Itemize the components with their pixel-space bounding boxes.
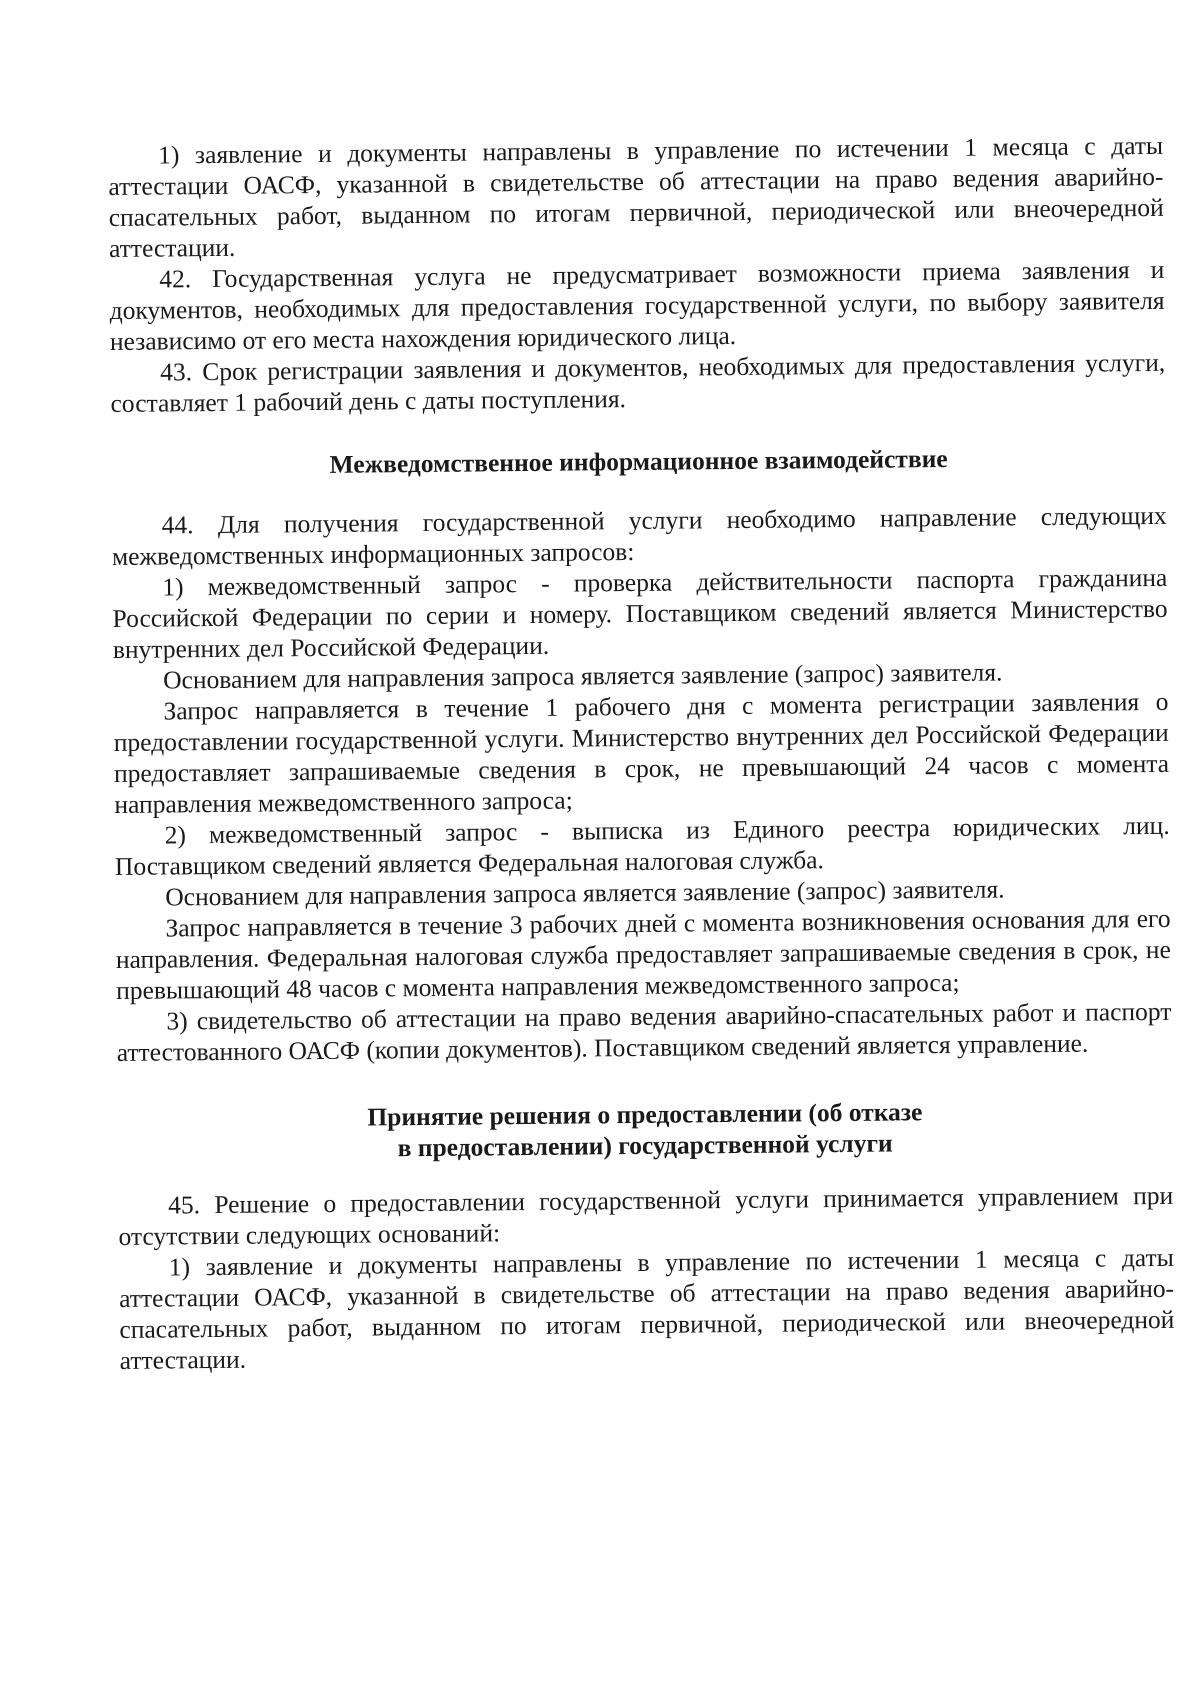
section-heading-decision-line-1: Принятие решения о предоставлении (об отказе bbox=[367, 1097, 923, 1132]
paragraph-basis-1: Основанием для направления запроса является заявление (запрос) заявителя. bbox=[163, 657, 1003, 695]
paragraph-item-42: 42. Государственная услуга не предусматривает возможности приема заявления и документов, необходимых для предоставления государственной услуги, по выбору заявителя независимо от его места нахождения юридического лица. bbox=[109, 254, 1165, 356]
paragraph-subitem-2: 2) межведомственный запрос - выписка из Единого реестра юридических лиц. Поставщиком сведений является Федеральная налоговая служба. bbox=[114, 810, 1170, 881]
paragraph-item-45: 45. Решение о предоставлении государственной услуги принимается управлением при отсутствии следующих оснований: bbox=[118, 1180, 1174, 1251]
paragraph-subitem-1-repeat: 1) заявление и документы направлены в управление по истечении 1 месяца с даты аттестации ОАСФ, указанной в свидетельстве об аттестации на право ведения аварийно-спасательных работ, выданном по итогам первичной, периодической или внеочередной аттестации. bbox=[118, 1242, 1175, 1375]
paragraph-request-1: Запрос направляется в течение 1 рабочего дня с момента регистрации заявления о предоставлении государственной услуги. Министерство внутренних дел Российской Федерации предоставляет запрашиваемые сведения в срок, не превышающий 24 часов с момента направления межведомственного запроса; bbox=[113, 686, 1170, 819]
section-heading-interagency: Межведомственное информационное взаимодействие bbox=[329, 443, 948, 479]
document-page bbox=[108, 130, 1175, 1376]
paragraph-item-1: 1) заявление и документы направлены в управление по истечении 1 месяца с даты аттестации ОАСФ, указанной в свидетельстве об аттестации на право ведения аварийно-спасательных работ, выданном по итогам первичной, периодической или внеочередной аттестации. bbox=[108, 130, 1164, 263]
paragraph-basis-2: Основанием для направления запроса является заявление (запрос) заявителя. bbox=[165, 874, 1005, 912]
paragraph-item-44: 44. Для получения государственной услуги необходимо направление следующих межведомственных информационных запросов: bbox=[111, 500, 1167, 571]
section-heading-decision bbox=[117, 1094, 1173, 1166]
paragraph-subitem-3: 3) свидетельство об аттестации на право ведения аварийно-спасательных работ и паспорт аттестованного ОАСФ (копии документов). Поставщиком сведений является управление. bbox=[116, 996, 1172, 1067]
paragraph-request-2: Запрос направляется в течение 3 рабочих дней с момента возникновения основания для его направления. Федеральная налоговая служба предоставляет запрашиваемые сведения в срок, не превышающий 48 часов с момента направления межведомственного запроса; bbox=[115, 903, 1171, 1005]
section-heading-decision-line-2: в предоставлении) государственной услуги bbox=[397, 1128, 893, 1163]
paragraph-subitem-1: 1) межведомственный запрос - проверка действительности паспорта гражданина Российской Федерации по серии и номеру. Поставщиком сведений является Министерство внутренних дел Российской Федерации. bbox=[112, 562, 1168, 664]
paragraph-item-43: 43. Срок регистрации заявления и документов, необходимых для предоставления услуги, составляет 1 рабочий день с даты поступления. bbox=[110, 347, 1166, 418]
